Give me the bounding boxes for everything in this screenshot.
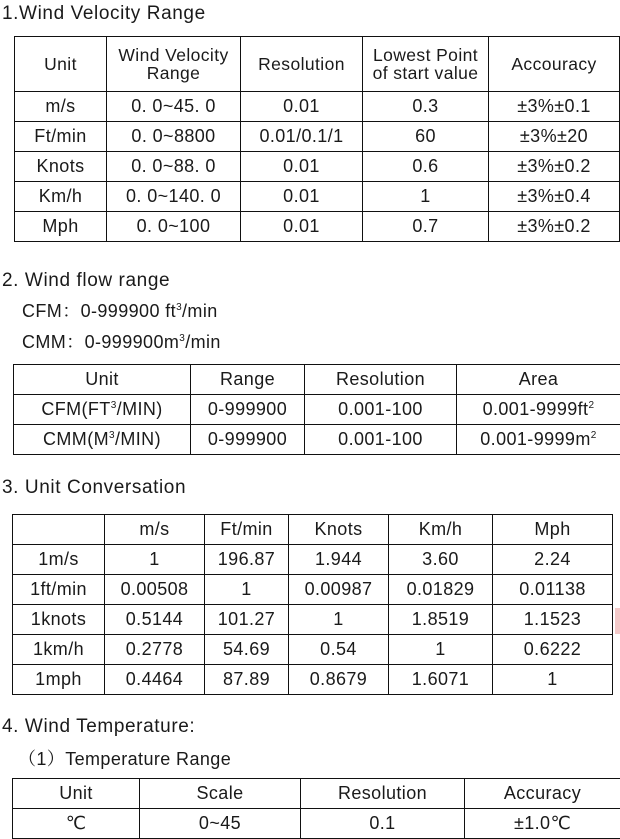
table-cell: 2.24 [493,545,613,575]
table-cell: 1ft/min [13,575,105,605]
table-cell: 1.944 [289,545,389,575]
table-cell: 0.01 [241,212,363,242]
table-cell: Mph [15,212,107,242]
table-cell: $CFM(FT^3/MIN)$ [14,395,191,425]
table-cell: 0.7 [363,212,489,242]
table-cell: ±3%±20 [489,122,620,152]
table-cell: ℃ [13,809,140,839]
page-edge-mark [615,608,620,634]
header-cell: Range [191,365,305,395]
table-cell: 1mph [13,665,105,695]
table-cell: 196.87 [205,545,289,575]
section-1-title: 1.Wind Velocity Range [2,3,206,25]
table-cell: $0.001-9999ft^2$ [457,395,620,425]
table-cell: 0.01/0.1/1 [241,122,363,152]
table-row [14,395,620,425]
table-cell: 87.89 [205,665,289,695]
header-cell: Mph [493,515,613,545]
table-cell: 1 [205,575,289,605]
table-cell: 0.54 [289,635,389,665]
table-row [15,92,620,122]
table-cell: 1.6071 [389,665,493,695]
table-cell: 0. 0~140. 0 [107,182,241,212]
wind-velocity-table [14,36,620,242]
table-row [13,809,620,839]
cmm-range-line: CMM：$0-999900m^3/\min$ [22,328,221,354]
section-3-title: 3. Unit Conversation [2,477,186,499]
table-cell: 54.69 [205,635,289,665]
header-cell: Km/h [389,515,493,545]
table-row [15,122,620,152]
header-cell: Wind Velocity Range [107,37,241,92]
table-cell: Knots [15,152,107,182]
table-header-row [14,365,620,395]
header-cell: Resolution [305,365,457,395]
table-cell: 0.00987 [289,575,389,605]
temperature-table [12,778,620,839]
table-cell: 0. 0~88. 0 [107,152,241,182]
header-cell: Ft/min [205,515,289,545]
table-cell: 0.01138 [493,575,613,605]
section-4-title: 4. Wind Temperature: [2,716,195,738]
section-2-title: 2. Wind flow range [2,270,170,292]
table-row [13,665,613,695]
table-cell: ±3%±0.4 [489,182,620,212]
table-cell: $CMM(M^3/MIN)$ [14,425,191,455]
table-cell: ±3%±0.2 [489,152,620,182]
table-cell: 1 [105,545,205,575]
header-cell: Resolution [301,779,465,809]
table-row [14,425,620,455]
table-header-row [13,779,620,809]
header-cell: Unit [13,779,140,809]
header-cell: Area [457,365,620,395]
table-cell: 1 [363,182,489,212]
table-cell: 1 [389,635,493,665]
table-cell: Ft/min [15,122,107,152]
table-cell: 1.1523 [493,605,613,635]
table-cell: 0.8679 [289,665,389,695]
table-cell: 0-999900 [191,395,305,425]
table-cell: 0. 0~100 [107,212,241,242]
table-cell: 1.8519 [389,605,493,635]
header-cell: Unit [15,37,107,92]
table-cell: 1m/s [13,545,105,575]
table-cell: 60 [363,122,489,152]
table-cell: ±3%±0.1 [489,92,620,122]
header-cell: Accouracy [489,37,620,92]
table-cell: 0.2778 [105,635,205,665]
header-cell: Knots [289,515,389,545]
table-cell: 0.4464 [105,665,205,695]
table-cell: 0.01829 [389,575,493,605]
table-cell: 101.27 [205,605,289,635]
cfm-range-line: CFM：0-999900 $ft^3/\min$ [22,297,218,323]
table-cell: 0.01 [241,152,363,182]
table-cell: 1knots [13,605,105,635]
table-cell: 3.60 [389,545,493,575]
table-cell: 0.6222 [493,635,613,665]
table-cell: ±3%±0.2 [489,212,620,242]
table-cell: 0.001-100 [305,425,457,455]
table-cell: 0.00508 [105,575,205,605]
table-cell: 0. 0~45. 0 [107,92,241,122]
table-header-row [13,515,613,545]
table-cell: Km/h [15,182,107,212]
temperature-range-subtitle: （1）Temperature Range [18,745,231,771]
table-row [13,545,613,575]
table-row [15,152,620,182]
table-cell: 1 [289,605,389,635]
table-cell: 0.3 [363,92,489,122]
table-cell: 0-999900 [191,425,305,455]
table-cell: m/s [15,92,107,122]
unit-conversion-table [12,514,613,695]
table-cell: 0.01 [241,182,363,212]
table-cell: 1 [493,665,613,695]
header-cell: Unit [14,365,191,395]
table-cell: 0.6 [363,152,489,182]
table-row [13,575,613,605]
header-cell: m/s [105,515,205,545]
table-cell: 0.001-100 [305,395,457,425]
table-cell: 0~45 [140,809,301,839]
table-row [15,182,620,212]
wind-flow-table [13,364,620,455]
table-row [13,635,613,665]
header-cell [13,515,105,545]
header-cell: Scale [140,779,301,809]
table-row [13,605,613,635]
table-cell: 0.01 [241,92,363,122]
table-cell: 0.5144 [105,605,205,635]
table-cell: 1km/h [13,635,105,665]
table-cell: 0. 0~8800 [107,122,241,152]
table-cell: 0.1 [301,809,465,839]
header-cell: Resolution [241,37,363,92]
table-cell: ±1.0℃ [465,809,620,839]
table-cell: $0.001-9999m^2$ [457,425,620,455]
table-row [15,212,620,242]
header-cell: Lowest Point of start value [363,37,489,92]
header-cell: Accuracy [465,779,620,809]
table-header-row [15,37,620,92]
